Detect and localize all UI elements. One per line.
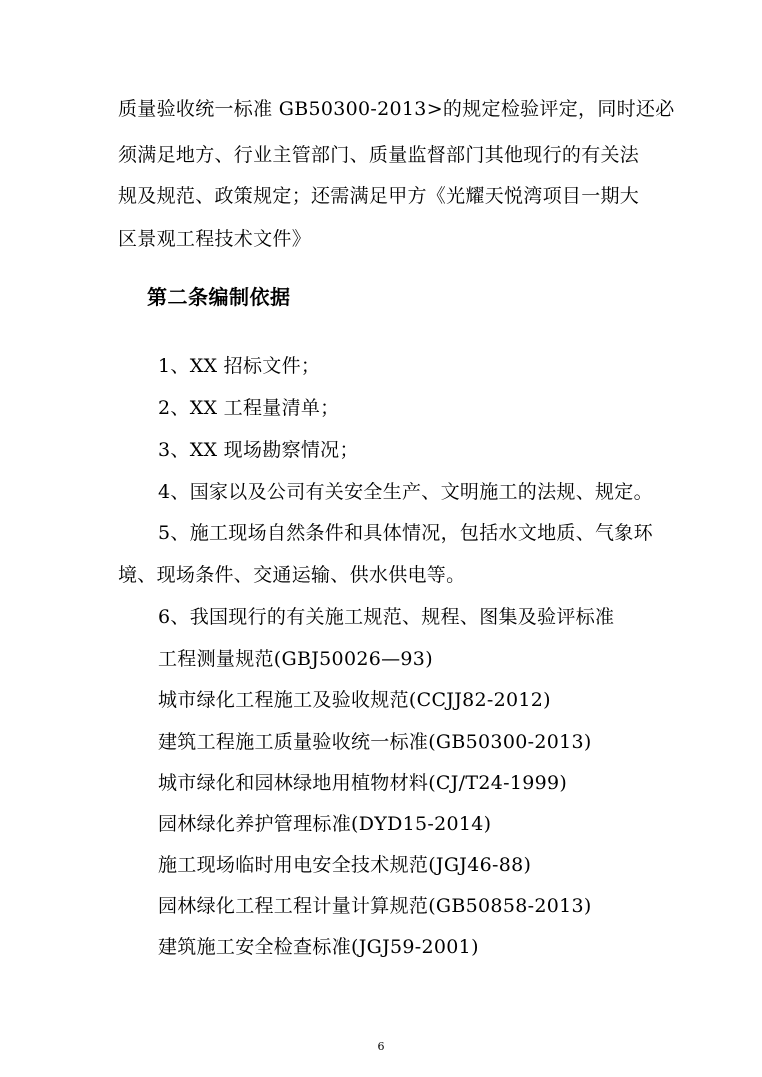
list-item-6: 6、我国现行的有关施工规范、规程、图集及验评标准 — [158, 606, 615, 628]
standard-item-2: 城市绿化工程施工及验收规范(CCJJ82-2012) — [158, 689, 551, 711]
standard-item-3: 建筑工程施工质量验收统一标准(GB50300-2013) — [158, 731, 592, 753]
section-title: 第二条编制依据 — [147, 285, 291, 309]
intro-line-2: 须满足地方、行业主管部门、质量监督部门其他现行的有关法 — [118, 144, 640, 166]
standard-item-4: 城市绿化和园林绿地用植物材料(CJ/T24-1999) — [158, 772, 568, 794]
list-item-3: 3、XX 现场勘察情况； — [158, 439, 359, 461]
list-item-4: 4、国家以及公司有关安全生产、文明施工的法规、规定。 — [158, 481, 653, 503]
list-item-5: 5、施工现场自然条件和具体情况，包括水文地质、气象环 — [158, 522, 653, 544]
intro-line-1: 质量验收统一标准 GB50300-2013>的规定检验评定，同时还必 — [118, 98, 675, 120]
list-item-5-continued: 境、现场条件、交通运输、供水供电等。 — [118, 564, 466, 586]
standard-item-6: 施工现场临时用电安全技术规范(JGJ46-88) — [158, 854, 532, 876]
list-item-1: 1、XX 招标文件； — [158, 355, 321, 377]
standard-item-7: 园林绿化工程工程计量计算规范(GB50858-2013) — [158, 895, 592, 917]
list-item-2: 2、XX 工程量清单； — [158, 397, 340, 419]
standard-item-5: 园林绿化养护管理标准(DYD15-2014) — [158, 813, 492, 835]
page-number: 6 — [377, 1040, 385, 1053]
intro-line-3: 规及规范、政策规定；还需满足甲方《光耀天悦湾项目一期大 — [118, 185, 640, 207]
standard-item-8: 建筑施工安全检查标准(JGJ59-2001) — [158, 936, 479, 958]
standard-item-1: 工程测量规范(GBJ50026—93) — [158, 648, 433, 670]
intro-line-4: 区景观工程技术文件》 — [118, 228, 312, 250]
